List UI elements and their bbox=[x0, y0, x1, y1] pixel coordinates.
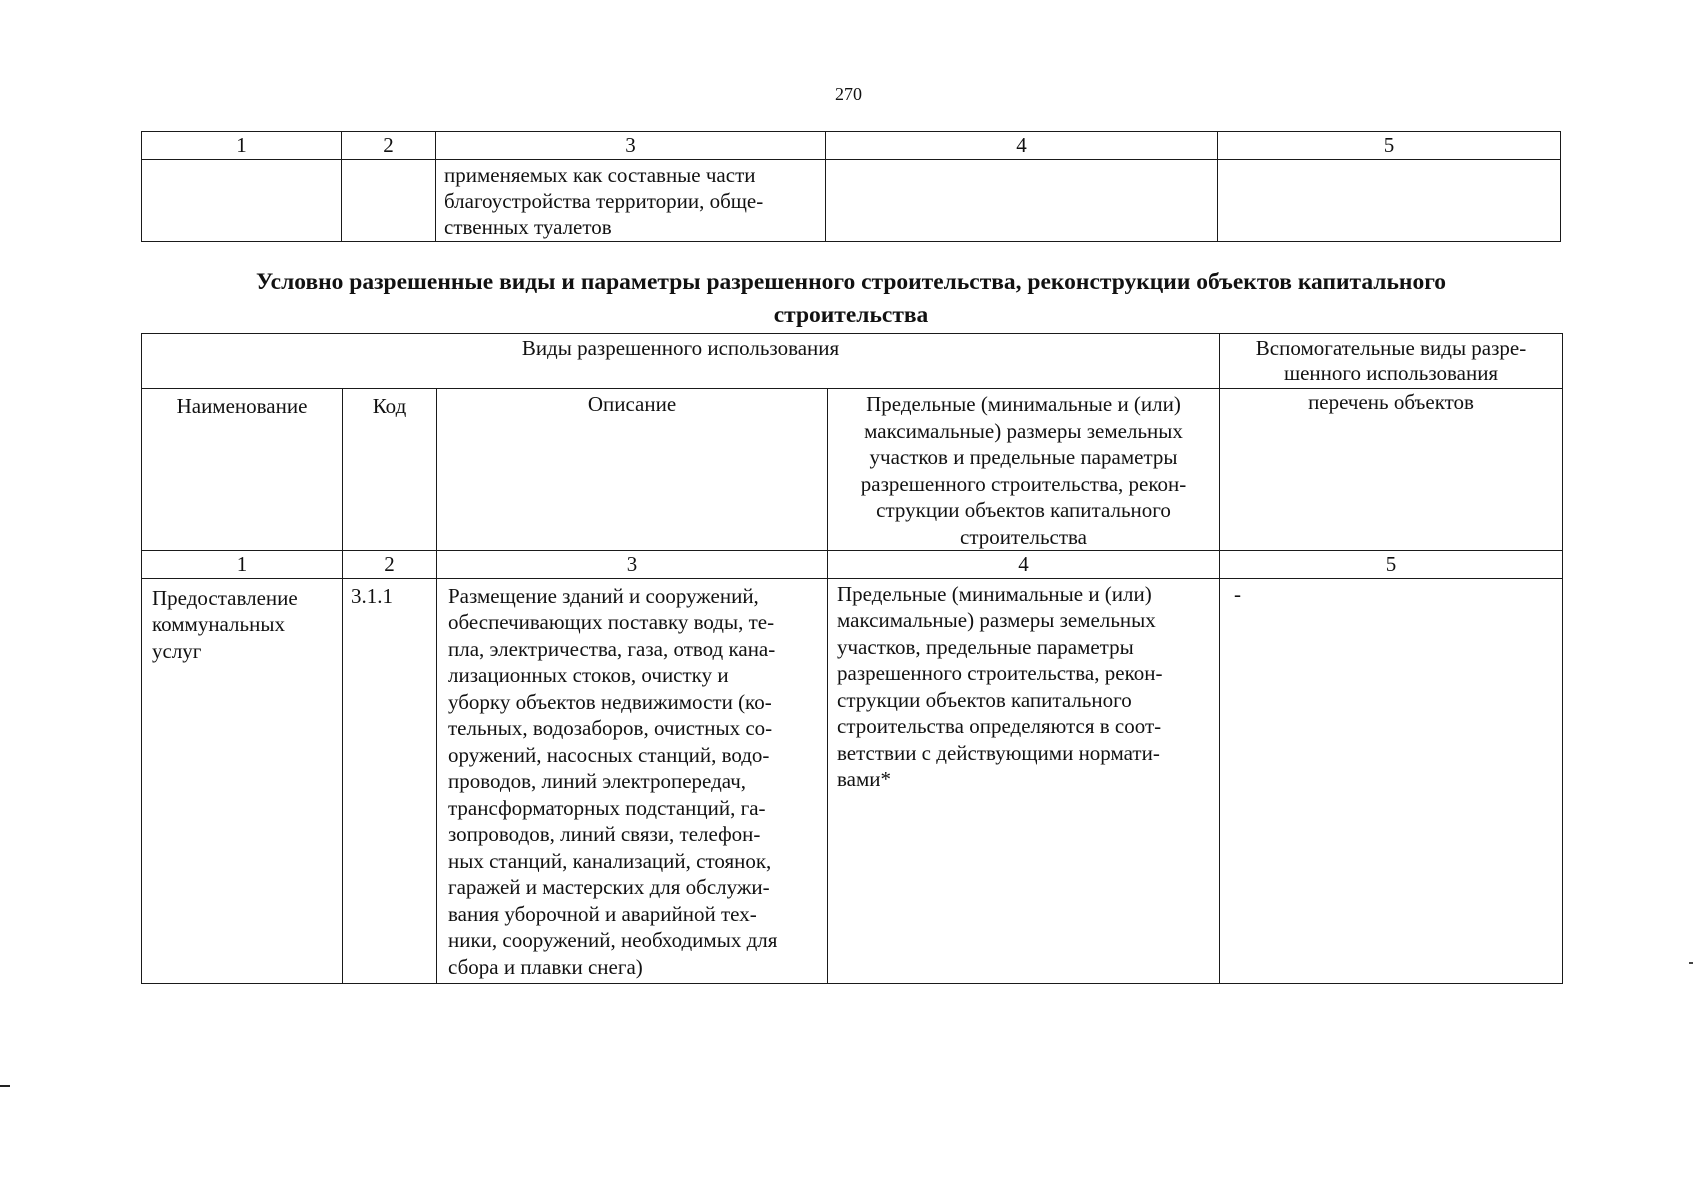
auxiliary-cell bbox=[1218, 159, 1561, 241]
col-number-2: 2 bbox=[342, 132, 436, 160]
parameters-line: Предельные (минимальные и (или) bbox=[837, 581, 1152, 606]
description-line: применяемых как составные части bbox=[444, 162, 756, 187]
col-number-1: 1 bbox=[142, 132, 342, 160]
parameters-line: ветствии с действующими нормати- bbox=[837, 740, 1160, 765]
parameters-line: строительства определяются в соот- bbox=[837, 714, 1162, 738]
col-number-5: 5 bbox=[1218, 132, 1561, 160]
parameters-line: участков, предельные параметры bbox=[837, 634, 1134, 659]
description-line: тельных, водозаборов, очистных со- bbox=[448, 716, 773, 740]
parameters-cell bbox=[828, 578, 1220, 983]
name-line: Предоставление bbox=[152, 585, 298, 610]
description-cell bbox=[437, 578, 828, 983]
continuation-table bbox=[141, 131, 1561, 242]
description-line: гаражей и мастерских для обслужи- bbox=[448, 875, 770, 899]
description-line: Размещение зданий и сооружений, bbox=[448, 583, 759, 608]
description-line: ники, сооружений, необходимых для bbox=[448, 928, 778, 952]
parameters-header-line: строительства bbox=[960, 524, 1088, 549]
aux-header-line: Вспомогательные виды разре- bbox=[1255, 336, 1527, 360]
column-header-row bbox=[142, 389, 1563, 551]
col-number-4: 4 bbox=[826, 132, 1218, 160]
description-line: вания уборочной и аварийной тех- bbox=[448, 901, 757, 926]
col-number-3: 3 bbox=[437, 551, 828, 579]
code-cell bbox=[342, 159, 436, 241]
parameters-cell bbox=[826, 159, 1218, 241]
parameters-line: разрешенного строительства, рекон- bbox=[837, 661, 1163, 685]
col-number-5: 5 bbox=[1220, 551, 1563, 579]
description-line: проводов, линий электропередач, bbox=[448, 769, 747, 793]
parameters-header-line: струкции объектов капитального bbox=[876, 498, 1171, 522]
name-cell bbox=[142, 578, 343, 983]
parameters-header-line: разрешенного строительства, рекон- bbox=[860, 471, 1187, 496]
description-line: уборку объектов недвижимости (ко- bbox=[448, 689, 772, 714]
description-line: лизационных стоков, очистку и bbox=[448, 663, 729, 687]
section-title-line: строительства bbox=[773, 302, 929, 328]
auxiliary-cell: - bbox=[1220, 578, 1563, 983]
section-title-line: Условно разрешенные виды и параметры разрешенного строительства, реконструкции объектов капитального bbox=[255, 269, 1447, 295]
group-header-row bbox=[142, 334, 1563, 389]
parameters-line: струкции объектов капитального bbox=[837, 687, 1132, 712]
name-line: коммунальных bbox=[152, 612, 285, 636]
description-line: благоустройства территории, обще- bbox=[444, 188, 764, 213]
description-line: сбора и плавки снега) bbox=[448, 954, 643, 979]
aux-header bbox=[1220, 334, 1563, 389]
aux-list-header: перечень объектов bbox=[1220, 389, 1563, 551]
description-line: трансформаторных подстанций, га- bbox=[448, 795, 766, 820]
parameters-header bbox=[828, 389, 1220, 551]
margin-dot bbox=[1689, 962, 1693, 964]
page-number: 270 bbox=[835, 84, 862, 104]
description-line: оружений, насосных станций, водо- bbox=[448, 742, 770, 767]
parameters-header-line: участков и предельные параметры bbox=[869, 445, 1178, 469]
col-number-4: 4 bbox=[828, 551, 1220, 579]
permitted-use-table bbox=[141, 333, 1563, 984]
column-number-row bbox=[142, 132, 1561, 160]
parameters-line: максимальные) размеры земельных bbox=[837, 608, 1156, 632]
description-line: обеспечивающих поставку воды, те- bbox=[448, 610, 775, 634]
description-line: пла, электричества, газа, отвод кана- bbox=[448, 636, 776, 661]
description-line: зопроводов, линий связи, телефон- bbox=[448, 822, 761, 846]
table-row bbox=[142, 578, 1563, 983]
section-title bbox=[141, 266, 1561, 332]
code-cell: 3.1.1 bbox=[343, 578, 437, 983]
name-line: услуг bbox=[152, 638, 202, 663]
description-header: Описание bbox=[437, 389, 828, 551]
aux-header-line: шенного использования bbox=[1283, 361, 1499, 385]
description-cell bbox=[436, 159, 826, 241]
col-number-3: 3 bbox=[436, 132, 826, 160]
code-header: Код bbox=[343, 389, 437, 551]
name-cell bbox=[142, 159, 342, 241]
description-line: ственных туалетов bbox=[444, 214, 612, 239]
col-number-1: 1 bbox=[142, 551, 343, 579]
margin-mark bbox=[0, 1085, 10, 1087]
col-number-2: 2 bbox=[343, 551, 437, 579]
table-row bbox=[142, 159, 1561, 241]
parameters-header-line: Предельные (минимальные и (или) bbox=[866, 392, 1181, 416]
column-number-row bbox=[142, 551, 1563, 579]
parameters-header-line: максимальные) размеры земельных bbox=[864, 418, 1183, 443]
description-line: ных станций, канализаций, стоянок, bbox=[448, 848, 772, 873]
parameters-line: вами* bbox=[837, 767, 891, 791]
group-header: Виды разрешенного использования bbox=[142, 334, 1220, 389]
name-header: Наименование bbox=[142, 389, 343, 551]
